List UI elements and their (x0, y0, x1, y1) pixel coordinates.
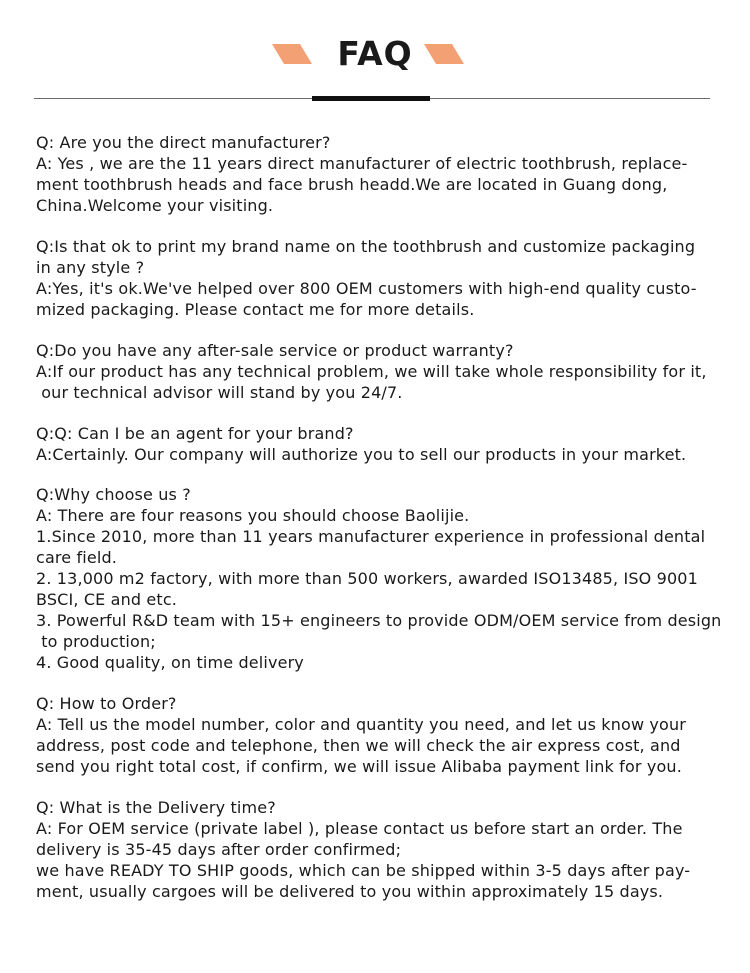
faq-line: A:Yes, it's ok.We've helped over 800 OEM customers with high-end quality custo- (36, 279, 697, 298)
faq-line: 1.Since 2010, more than 11 years manufacturer experience in professional dental (36, 527, 706, 546)
faq-item-direct-manufacturer (36, 132, 748, 216)
faq-line: Q:Do you have any after-sale service or product warranty? (36, 341, 514, 360)
faq-line: delivery is 35-45 days after order confirmed; (36, 840, 402, 859)
faq-line: A: There are four reasons you should choose Baolijie. (36, 506, 470, 525)
faq-line: Q: What is the Delivery time? (36, 798, 276, 817)
faq-item-agent (36, 423, 748, 465)
faq-line: China.Welcome your visiting. (36, 196, 274, 215)
faq-line: Q:Why choose us ? (36, 485, 191, 504)
faq-line: our technical advisor will stand by you 24/7. (36, 383, 403, 402)
faq-item-how-to-order (36, 693, 748, 777)
faq-item-after-sale-service (36, 340, 748, 403)
faq-line: A: Yes , we are the 11 years direct manufacturer of electric toothbrush, replace- (36, 154, 688, 173)
faq-line: to production; (36, 632, 156, 651)
right-parallelogram-decoration (424, 44, 464, 64)
faq-line: ment toothbrush heads and face brush headd.We are located in Guang dong, (36, 175, 668, 194)
faq-line: Q:Q: Can I be an agent for your brand? (36, 424, 354, 443)
faq-line: care field. (36, 548, 118, 567)
faq-line: A: Tell us the model number, color and quantity you need, and let us know your (36, 715, 686, 734)
faq-list (36, 132, 748, 922)
faq-line: we have READY TO SHIP goods, which can be shipped within 3-5 days after pay- (36, 861, 691, 880)
faq-item-brand-printing (36, 236, 748, 320)
page-title: FAQ (337, 34, 413, 73)
faq-item-delivery-time (36, 797, 748, 902)
faq-line: 3. Powerful R&D team with 15+ engineers to provide ODM/OEM service from design (36, 611, 722, 630)
faq-line: address, post code and telephone, then we will check the air express cost, and (36, 736, 681, 755)
faq-line: ment, usually cargoes will be delivered to you within approximately 15 days. (36, 882, 664, 901)
faq-line: A:Certainly. Our company will authorize you to sell our products in your market. (36, 445, 687, 464)
faq-line: 2. 13,000 m2 factory, with more than 500 workers, awarded ISO13485, ISO 9001 (36, 569, 698, 588)
faq-line: Q:Is that ok to print my brand name on the toothbrush and customize packaging (36, 237, 696, 256)
faq-header (0, 0, 750, 110)
faq-line: send you right total cost, if confirm, we will issue Alibaba payment link for you. (36, 757, 682, 776)
faq-line: Q: How to Order? (36, 694, 177, 713)
faq-line: 4. Good quality, on time delivery (36, 653, 304, 672)
faq-line: Q: Are you the direct manufacturer? (36, 133, 331, 152)
faq-item-why-choose-us (36, 484, 748, 673)
faq-line: BSCI, CE and etc. (36, 590, 178, 609)
faq-line: A:If our product has any technical problem, we will take whole responsibility for it, (36, 362, 707, 381)
faq-line: A: For OEM service (private label ), please contact us before start an order. The (36, 819, 683, 838)
faq-line: mized packaging. Please contact me for more details. (36, 300, 475, 319)
divider-accent-bar (312, 96, 430, 101)
faq-line: in any style ? (36, 258, 145, 277)
